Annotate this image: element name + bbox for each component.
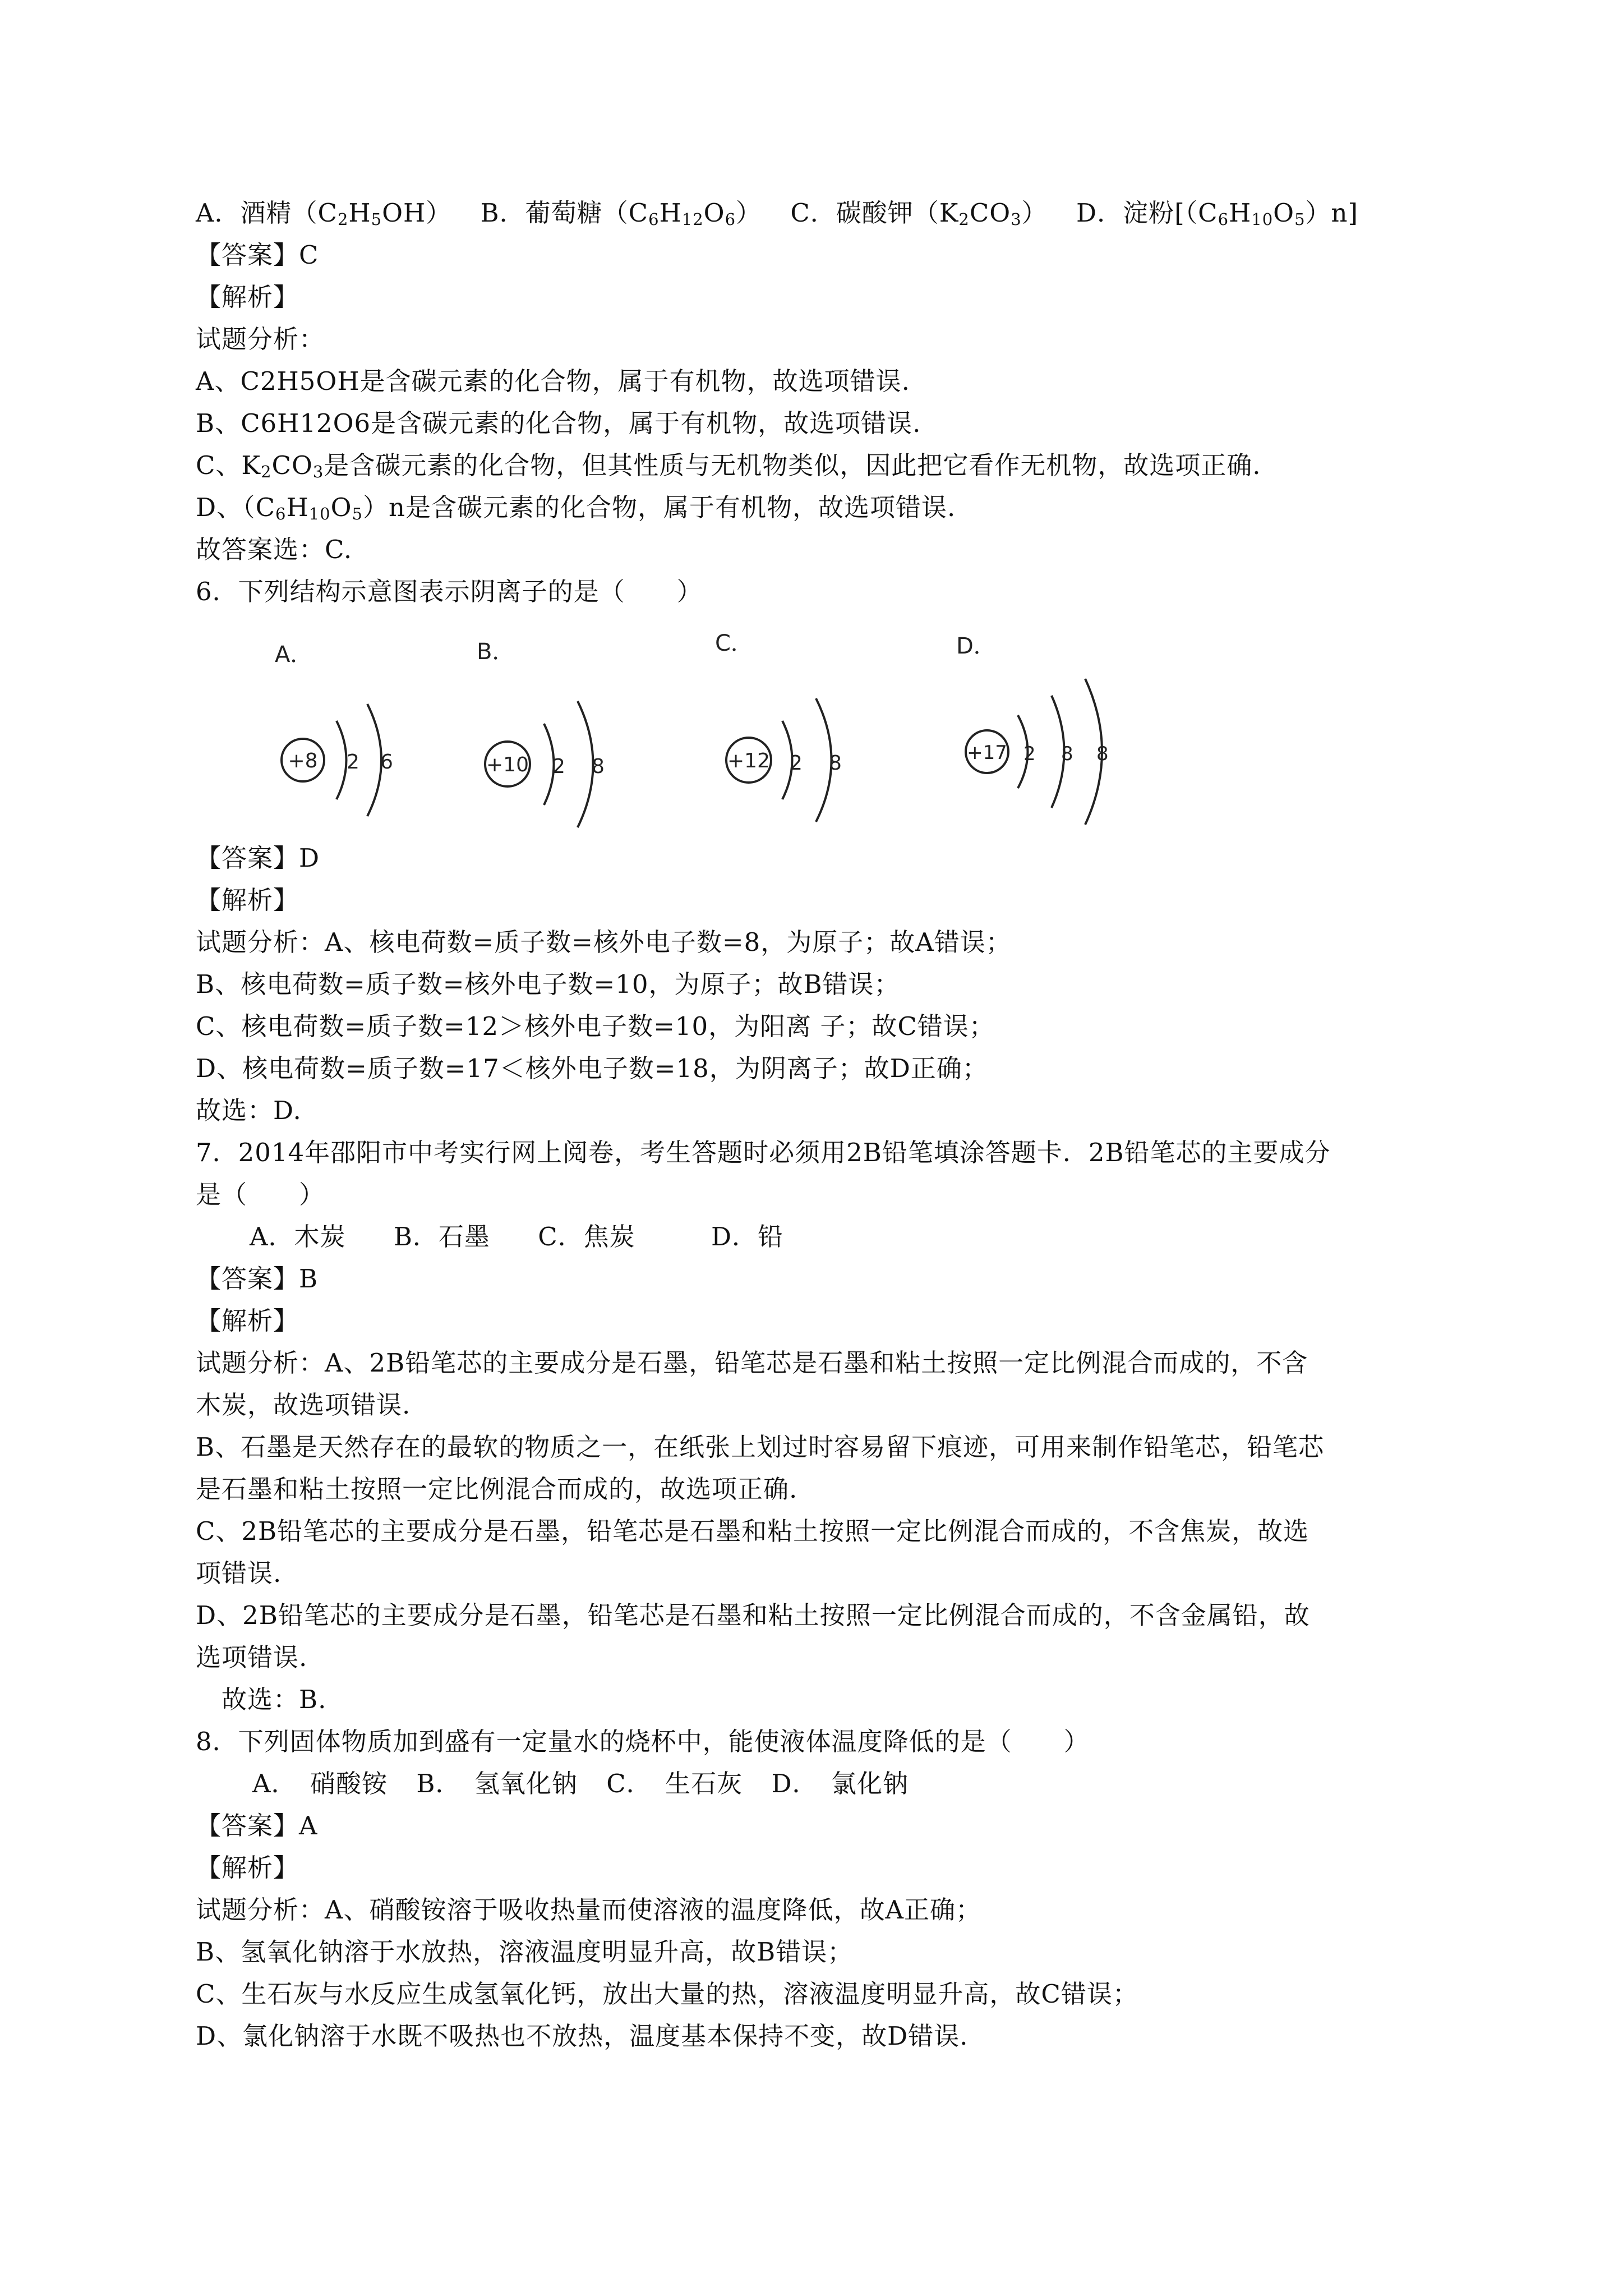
q7-analysis-line-3: B、石墨是天然存在的最软的物质之一，在纸张上划过时容易留下痕迹，可用来制作铅笔芯，铅笔芯 — [196, 1432, 1325, 1462]
q5-analysis-line-b: B、C6H12O6是含碳元素的化合物，属于有机物，故选项错误. — [196, 408, 921, 438]
nucleus-charge-d: +17 — [967, 742, 1007, 764]
q8-analysis-line-3: C、生石灰与水反应生成氢氧化钙，放出大量的热，溶液温度明显升高，故C错误； — [196, 1979, 1138, 2009]
q5-answer: 【答案】C — [196, 240, 319, 270]
q7-analysis-line-6: 项错误. — [196, 1558, 282, 1588]
q7-answer: 【答案】B — [196, 1264, 319, 1294]
nucleus-charge-b: +10 — [486, 753, 529, 776]
q6-stem: 6．下列结构示意图表示阴离子的是（ ） — [196, 577, 703, 606]
q7-analysis-line-7: D、2B铅笔芯的主要成分是石墨，铅笔芯是石墨和粘土按照一定比例混合而成的，不含金属铅，故 — [196, 1600, 1310, 1630]
q8-option-a: A． 硝酸铵 — [252, 1769, 388, 1798]
diagram-label-d: D． — [956, 633, 996, 659]
q5-analysis-line-d: D、$(C_6H_{10}O_5)n$是含碳元素的化合物，属于有机物，故选项错误. — [196, 493, 956, 523]
q8-analysis-line-2: B、氢氧化钠溶于水放热，溶液温度明显升高，故B错误； — [196, 1937, 854, 1967]
q6-analysis-line-3: C、核电荷数=质子数=12＞核外电子数=10，为阳离 子；故C错误； — [196, 1011, 995, 1041]
q8-option-d: D． 氯化钠 — [771, 1769, 909, 1798]
shell-count-d-1: 2 — [1023, 743, 1036, 765]
atom-diagram-a — [275, 642, 393, 816]
q5-option-c: C．碳酸钾$(K_2CO_3)$ — [790, 198, 1048, 229]
q7-option-b: B．石墨 — [393, 1222, 490, 1251]
q8-analysis-line-4: D、氯化钠溶于水既不吸热也不放热，温度基本保持不变，故D错误. — [196, 2021, 969, 2051]
shell-count-d-2: 8 — [1061, 743, 1073, 765]
shell-count-c-1: 2 — [790, 752, 803, 775]
diagram-label-c: C． — [715, 631, 753, 656]
q8-option-b: B． 氢氧化钠 — [416, 1769, 578, 1798]
shell-count-c-2: 8 — [829, 752, 842, 775]
atom-diagram-b — [477, 639, 605, 827]
shell-count-b-2: 8 — [592, 755, 605, 778]
q7-option-c: C．焦炭 — [538, 1222, 635, 1251]
q7-options — [250, 1223, 783, 1251]
atom-diagram-c — [715, 631, 842, 822]
q7-conclusion: 故选：B. — [222, 1685, 327, 1714]
shell-count-a-1: 2 — [347, 751, 359, 774]
q8-stem: 8．下列固体物质加到盛有一定量水的烧杯中，能使液体温度降低的是（ ） — [196, 1727, 1090, 1756]
q5-analysis-line-c: C、$K_2CO_3$是含碳元素的化合物，但其性质与无机物类似，因此把它看作无机物，故选项正确. — [196, 450, 1261, 481]
diagram-label-b: B． — [477, 639, 515, 665]
q6-answer: 【答案】D — [196, 843, 320, 873]
q5-analysis-intro: 试题分析： — [196, 324, 325, 354]
q7-analysis-line-4: 是石墨和粘土按照一定比例混合而成的，故选项正确. — [196, 1474, 798, 1504]
q7-option-d: D．铅 — [711, 1222, 784, 1251]
q7-stem-line-1: 7．2014年邵阳市中考实行网上阅卷，考生答题时必须用2B铅笔填涂答题卡．2B铅笔芯的主要成分 — [196, 1138, 1331, 1167]
electron-shell-b-2 — [578, 701, 593, 827]
electron-shell-a-2 — [367, 704, 381, 816]
q8-answer: 【答案】A — [196, 1811, 318, 1841]
shell-count-b-1: 2 — [552, 755, 565, 778]
q5-option-d: D．淀粉$[(C_6H_{10}O_5)n]$ — [1076, 198, 1359, 229]
q6-analysis-line-1: 试题分析：A、核电荷数=质子数=核外电子数=8，为原子；故A错误； — [196, 927, 1012, 957]
q6-analysis-line-2: B、核电荷数=质子数=核外电子数=10，为原子；故B错误； — [196, 969, 900, 999]
q7-stem-line-2: 是（ ） — [196, 1180, 325, 1209]
q8-options — [252, 1770, 909, 1798]
q8-analysis-head: 【解析】 — [196, 1853, 299, 1883]
q7-analysis-head: 【解析】 — [196, 1306, 299, 1336]
q5-options — [196, 199, 1358, 227]
q5-option-a: A．酒精$(C_2H_5OH)$ — [196, 198, 452, 229]
q5-option-b: B．葡萄糖$(C_6H_{12}O_6)$ — [480, 198, 762, 229]
q7-analysis-line-1: 试题分析：A、2B铅笔芯的主要成分是石墨，铅笔芯是石墨和粘土按照一定比例混合而成的，不含 — [196, 1348, 1308, 1378]
nucleus-charge-c: +12 — [727, 749, 770, 772]
q8-option-c: C． 生石灰 — [606, 1769, 743, 1798]
q6-conclusion: 故选：D. — [196, 1096, 302, 1125]
diagram-label-a: A． — [275, 642, 313, 668]
nucleus-charge-a: +8 — [288, 749, 318, 772]
shell-count-d-3: 8 — [1096, 743, 1109, 765]
q8-analysis-line-1: 试题分析：A、硝酸铵溶于吸收热量而使溶液的温度降低，故A正确； — [196, 1895, 981, 1925]
q6-analysis-line-4: D、核电荷数=质子数=17＜核外电子数=18，为阴离子；故D正确； — [196, 1053, 988, 1083]
atom-diagram-d — [956, 633, 1109, 825]
q7-analysis-line-8: 选项错误. — [196, 1642, 308, 1672]
q5-analysis-head: 【解析】 — [196, 282, 299, 312]
electron-shell-a-1 — [336, 721, 347, 799]
atom-structure-diagrams — [241, 617, 1138, 830]
q7-option-a: A．木炭 — [250, 1222, 346, 1251]
q7-analysis-line-5: C、2B铅笔芯的主要成分是石墨，铅笔芯是石墨和粘土按照一定比例混合而成的，不含焦炭，故选 — [196, 1516, 1310, 1546]
q7-analysis-line-2: 木炭，故选项错误. — [196, 1390, 411, 1420]
q5-analysis-line-a: A、C2H5OH是含碳元素的化合物，属于有机物，故选项错误. — [196, 366, 910, 396]
shell-count-a-2: 6 — [380, 751, 393, 774]
q5-conclusion: 故答案选：C. — [196, 535, 353, 564]
q6-analysis-head: 【解析】 — [196, 885, 299, 915]
